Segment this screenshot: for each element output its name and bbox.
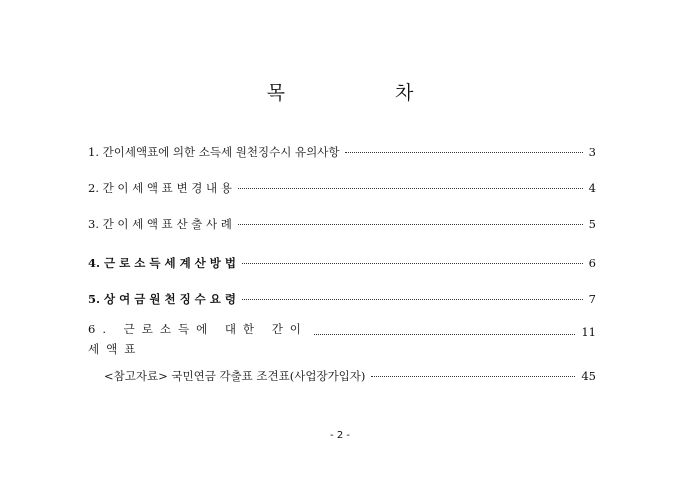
leader-dots: [238, 188, 583, 189]
toc-entry-label: 3. 간 이 세 액 표 산 출 사 례: [88, 217, 232, 231]
toc-entry-page: 4: [588, 181, 596, 195]
page-number-footer: - 2 -: [330, 430, 350, 441]
toc-entry[interactable]: [88, 180, 596, 196]
leader-dots: [371, 376, 575, 377]
page-title: 목 차: [266, 82, 466, 104]
toc-entry-page: 3: [588, 145, 596, 159]
toc-entry[interactable]: [88, 255, 596, 271]
toc-entry-label: 4. 근 로 소 득 세 계 산 방 법: [88, 256, 237, 270]
toc-entry-page: 7: [588, 292, 596, 306]
toc-entry-page: 11: [581, 325, 596, 339]
toc-entry-label: <참고자료> 국민연금 각출표 조견표(사업장가입자): [104, 369, 366, 383]
leader-dots: [242, 299, 583, 300]
toc-entry[interactable]: [88, 216, 596, 232]
toc-entry[interactable]: [88, 319, 596, 359]
leader-dots: [242, 263, 583, 264]
toc-entry-label: 2. 간 이 세 액 표 변 경 내 용: [88, 181, 232, 195]
leader-dots: [314, 334, 575, 335]
toc-entry-label: 1. 간이세액표에 의한 소득세 원천징수시 유의사항: [88, 145, 340, 159]
toc-entry[interactable]: [88, 291, 596, 307]
toc-entry-label: 5. 상 여 금 원 천 징 수 요 령: [88, 292, 237, 306]
toc-entry-page: 45: [581, 369, 596, 383]
toc-entry-page: 5: [588, 217, 596, 231]
leader-dots: [345, 152, 582, 153]
toc-entry-page: 6: [588, 256, 596, 270]
toc-entry[interactable]: [88, 144, 596, 160]
toc-entry[interactable]: [104, 368, 596, 384]
leader-dots: [238, 224, 583, 225]
toc-entry-label: 6. 근로소득에 대한 간이세액표: [88, 322, 308, 356]
